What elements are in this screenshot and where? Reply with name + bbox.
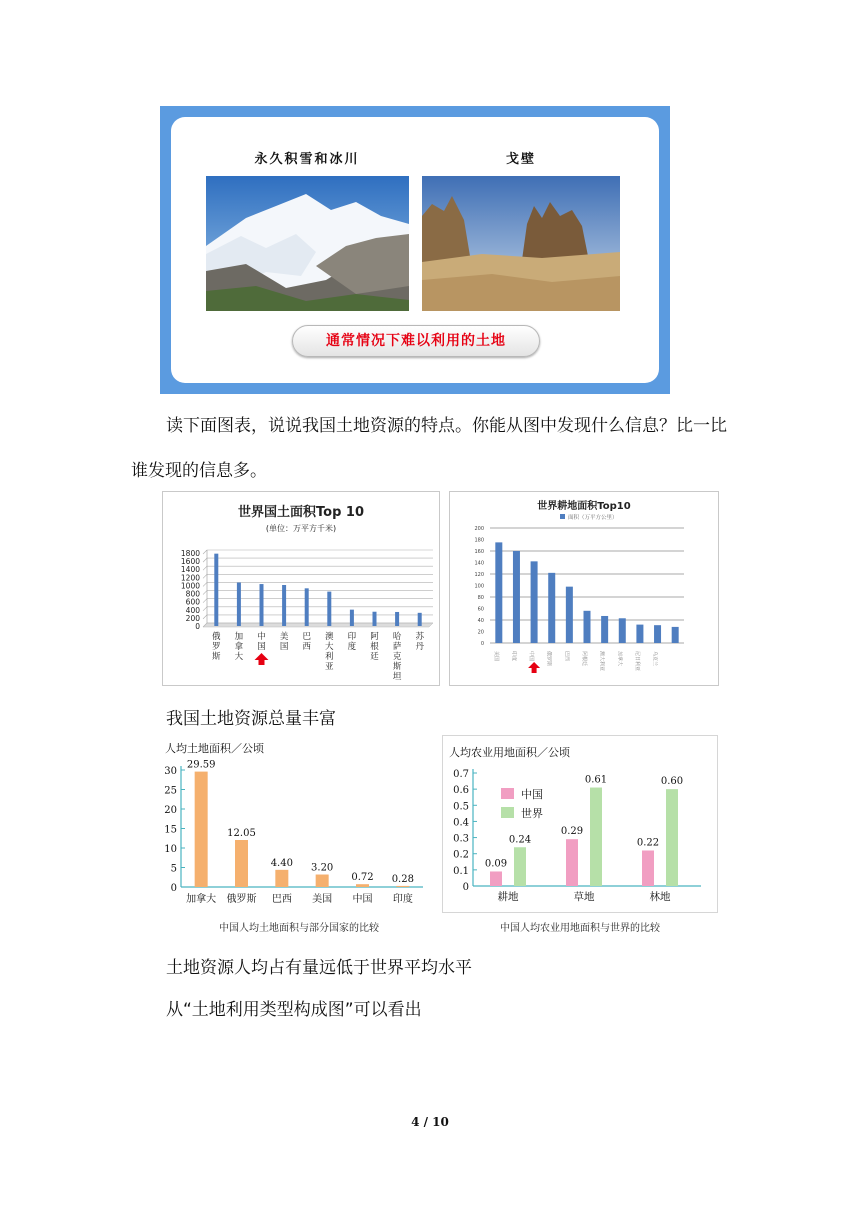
y-tick-label: 1200 [180,573,200,583]
bar [195,772,208,887]
bar [642,850,654,886]
y-tick-label: 0 [480,641,484,647]
data-label: 0.22 [636,837,660,849]
y-tick-label: 400 [185,605,200,615]
x-tick-label: 坦 [392,672,402,682]
x-tick-label: 西 [302,642,311,652]
x-tick-label: 加 [234,632,244,642]
bar [654,625,661,643]
bar [395,612,399,626]
grid-line [203,599,207,603]
data-label: 0.28 [391,873,414,885]
x-tick-label: 俄罗斯 [226,894,257,905]
x-tick-label: 中 [257,632,266,642]
y-tick-label: 0 [195,622,200,631]
x-tick-label: 俄罗斯 [545,651,552,667]
gobi-caption: 戈壁 [505,152,536,167]
grid-line [203,550,207,554]
bar [235,840,248,887]
bar [350,610,354,626]
y-tick-label: 0.2 [453,849,469,861]
x-tick-label: 罗 [212,642,221,652]
chart-title: 世界耕地面积Top10 [537,501,631,512]
y-tick-label: 10 [164,844,177,855]
bar [636,625,643,643]
page-number: 4 / 10 [411,1115,449,1129]
y-tick-label: 0.6 [453,785,469,797]
y-tick-label: 20 [477,629,484,636]
grid-line [203,566,207,570]
y-tick-label: 160 [474,549,484,555]
x-tick-label: 廷 [370,652,379,662]
x-tick-label: 乌克兰 [651,651,658,667]
chart-per-capita-land [159,735,439,935]
x-tick-label: 苏 [415,632,424,642]
y-tick-label: 1000 [180,581,200,591]
data-label: 3.20 [311,862,334,874]
x-tick-label: 利 [325,652,334,662]
y-tick-label: 0 [170,883,177,894]
bar [666,789,678,886]
y-axis-label: 人均农业用地面积／公顷 [449,746,570,759]
chart-arable-area [450,492,718,685]
bar [275,870,288,887]
y-tick-label: 1400 [180,565,200,575]
data-label: 0.72 [351,872,374,884]
y-tick-label: 800 [185,589,200,599]
bar [260,584,264,626]
y-tick-label: 25 [164,785,177,797]
y-tick-label: 15 [164,824,177,836]
y-tick-label: 0.3 [453,833,469,845]
red-arrow-icon [528,662,540,673]
bar [672,627,679,643]
bar [327,592,331,626]
y-tick-label: 20 [164,805,177,816]
bar [373,612,377,626]
x-tick-label: 美国 [312,894,333,905]
chart-per-capita-agri [443,736,717,936]
x-tick-label: 中国 [528,651,535,662]
x-tick-label: 草地 [573,891,595,903]
bar [531,561,538,643]
x-tick-label: 国 [279,642,289,652]
bar [396,886,409,887]
bar [566,839,578,886]
y-tick-label: 30 [164,766,177,777]
legend-swatch [560,514,565,519]
data-label: 0.24 [508,834,532,846]
x-tick-label: 拿 [234,642,244,652]
x-tick-label: 萨 [392,642,402,652]
y-tick-label: 200 [185,613,200,623]
x-tick-label: 巴西 [271,894,292,905]
legend-swatch [501,788,514,799]
x-tick-label: 度 [347,642,357,652]
paragraph-per-capita-low: 土地资源人均占有量远低于世界平均水平 [166,958,472,978]
y-tick-label: 200 [474,526,484,532]
grid-line [203,615,207,619]
bar [305,588,309,626]
x-tick-label: 斯 [212,652,221,662]
grid-line [203,591,207,595]
x-tick-label: 印度 [510,651,517,662]
legend-swatch [501,807,514,818]
x-tick-label: 亚 [325,662,334,672]
x-tick-label: 哈 [392,632,402,642]
y-tick-label: 80 [477,595,484,601]
bar [237,583,241,626]
x-tick-label: 加拿大 [186,894,217,905]
data-label: 29.59 [186,759,216,771]
legend-label: 中国 [521,788,543,801]
y-tick-label: 180 [474,537,484,544]
x-tick-label: 国 [257,642,266,652]
x-tick-label: 克 [392,652,402,662]
x-tick-label: 俄 [212,632,221,642]
x-tick-label: 大 [325,642,334,652]
grid-line [203,607,207,611]
red-arrow-icon [255,653,269,665]
y-tick-label: 120 [474,572,484,578]
grid-line [203,558,207,562]
y-tick-label: 140 [474,560,484,567]
grid-line [203,574,207,578]
chart-caption: 中国人均农业用地面积与世界的比较 [500,923,660,934]
x-tick-label: 尼日利亚 [633,651,640,672]
y-tick-label: 1800 [180,549,200,558]
paragraph-total-rich: 我国土地资源总量丰富 [166,709,336,729]
grid-line [203,582,207,586]
y-tick-label: 40 [477,618,484,624]
y-axis-label: 人均土地面积／公顷 [165,742,264,755]
chart-land-area [163,492,439,685]
y-tick-label: 0 [462,882,469,893]
paragraph-land-use: 从“土地利用类型构成图”可以看出 [166,1000,422,1020]
glacier-photo [206,176,409,311]
x-tick-label: 印度 [392,894,413,905]
x-tick-label: 美 [279,632,289,642]
paragraph-line-2: 谁发现的信息多。 [131,461,267,481]
y-tick-label: 60 [477,606,484,613]
bar [356,884,369,887]
data-label: 0.09 [484,858,508,870]
banner-unusable-land: 通常情况下难以利用的土地 [292,325,540,357]
x-tick-label: 澳 [325,632,334,642]
x-tick-label: 根 [370,642,379,652]
x-tick-label: 澳大利亚 [598,651,605,672]
chart-subtitle: (单位：万平方千米) [265,524,337,533]
x-tick-label: 美国 [492,651,499,662]
y-tick-label: 0.1 [453,865,469,877]
x-tick-label: 巴 [302,632,311,642]
y-tick-label: 600 [185,597,200,607]
bar [514,847,526,886]
chart-caption: 中国人均土地面积与部分国家的比较 [219,923,379,934]
bar [548,573,555,643]
data-label: 4.40 [270,857,293,869]
gobi-photo [422,176,620,311]
bar [619,618,626,643]
y-tick-label: 100 [474,583,484,590]
legend-label: 面积（万平方公里） [568,515,618,521]
data-label: 0.29 [560,826,584,838]
x-tick-label: 林地 [649,891,671,903]
bar [282,585,286,626]
y-tick-label: 0.4 [453,817,469,829]
x-tick-label: 印 [347,632,357,642]
x-tick-label: 巴西 [563,651,570,662]
x-tick-label: 阿根廷 [581,651,587,667]
bar [490,871,502,886]
x-tick-label: 加拿大 [616,651,623,667]
data-label: 12.05 [227,828,256,840]
x-tick-label: 耕地 [497,891,519,903]
y-tick-label: 0.7 [453,769,469,780]
bar [214,554,218,626]
x-tick-label: 丹 [415,642,424,652]
bar [495,542,502,643]
bar [418,613,422,626]
bar [584,611,591,643]
bar [513,551,520,643]
chart-title: 世界国土面积Top 10 [238,505,364,520]
y-tick-label: 0.5 [453,801,469,813]
x-tick-label: 阿 [370,632,379,642]
legend-label: 世界 [521,807,543,820]
data-label: 0.61 [584,774,608,786]
data-label: 0.60 [660,776,684,788]
bar [590,788,602,886]
y-tick-label: 5 [170,863,177,875]
x-tick-label: 斯 [392,662,402,672]
bar [316,875,329,887]
x-tick-label: 中国 [352,894,373,905]
glacier-caption: 永久积雪和冰川 [254,152,360,167]
x-tick-label: 大 [234,652,244,662]
y-tick-label: 1600 [180,557,200,567]
bar [566,587,573,643]
paragraph-line-1: 读下面图表，说说我国土地资源的特点。你能从图中发现什么信息？比一比 [166,416,727,436]
bar [601,616,608,643]
